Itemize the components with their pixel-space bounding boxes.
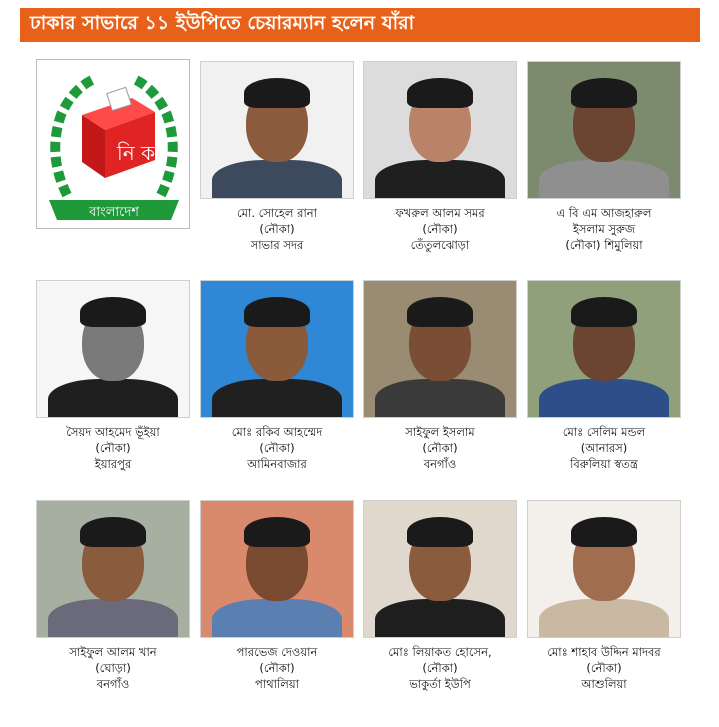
chairman-card [200,500,354,692]
caption [363,644,517,692]
caption-name: মোঃ শাহাব উদ্দিন মাদবর [547,645,661,659]
chairman-card [200,61,354,253]
caption [527,424,681,472]
caption-area: বিরুলিয়া স্বতন্ত্র [570,457,638,471]
chairman-card [527,61,681,253]
portrait-photo [200,61,354,199]
caption-name: মো. সোহেল রানা [236,206,318,220]
caption-name: সৈয়দ আহমেদ ভূঁইয়া [66,425,160,439]
caption-area: ইয়ারপুর [94,457,132,471]
portrait-photo [527,61,681,199]
caption-name: ফখরুল আলম সমর [395,206,485,220]
caption [200,424,354,472]
caption-name: মোঃ সেলিম মন্ডল [562,425,646,439]
portrait-photo [200,280,354,418]
caption-name: সাইফুল ইসলাম [405,425,475,439]
caption [363,205,517,253]
chairman-card [363,280,517,472]
portrait-photo [527,280,681,418]
chairman-card [527,500,681,692]
caption-symbol: (নৌকা) [259,441,295,455]
caption-symbol: (নৌকা) [422,441,458,455]
caption-area: পাথালিয়া [255,677,299,691]
caption-symbol: (নৌকা) [95,441,131,455]
chairman-card [363,500,517,692]
logo-cell [36,59,190,229]
caption-area: ভাকুর্তা ইউপি [409,677,471,691]
caption-area: বনগাঁও [423,457,457,471]
caption-symbol: (নৌকা) [422,222,458,236]
portrait-photo [363,61,517,199]
chairman-card [36,500,190,692]
chairman-card [200,280,354,472]
caption-symbol: (নৌকা) [259,661,295,675]
caption-symbol: (নৌকা) [586,661,622,675]
portrait-photo [36,500,190,638]
caption-name: মোঃ লিয়াকত হোসেন, [388,645,492,659]
caption-symbol: ইসলাম সুরুজ [572,222,636,236]
portrait-photo [363,280,517,418]
caption [527,644,681,692]
portrait-photo [36,280,190,418]
logo-country-text: বাংলাদেশ [89,205,139,220]
caption-area: আশুলিয়া [581,677,627,691]
caption-name: এ বি এম আজহারুল [556,206,652,220]
portrait-photo [200,500,354,638]
caption-name: মোঃ রকিব আহম্মেদ [231,425,323,439]
caption-area: আমিনবাজার [247,457,307,471]
caption [363,424,517,472]
caption-name: সাইফুল আলম খান [69,645,157,659]
caption-area: বনগাঁও [96,677,130,691]
caption-symbol: (নৌকা) [259,222,295,236]
chairman-card [527,280,681,472]
caption [200,644,354,692]
caption-area: তেঁতুলঝোড়া [410,238,470,252]
chairman-card [36,280,190,472]
caption-symbol: (আনারস) [580,441,628,455]
headline-text: ঢাকার সাভারে ১১ ইউপিতে চেয়ারম্যান হলেন যাঁরা [30,12,415,34]
caption [200,205,354,253]
portrait-photo [363,500,517,638]
caption-symbol: (ঘোড়া) [95,661,131,675]
caption [527,205,681,253]
headline-banner [20,8,700,42]
caption [36,644,190,692]
election-commission-logo [36,59,190,229]
portrait-photo [527,500,681,638]
caption-name: পারভেজ দেওয়ান [236,645,318,659]
caption-area: সাভার সদর [250,238,304,252]
caption [36,424,190,472]
logo-box-text: নি ক [117,141,156,165]
chairman-card [363,61,517,253]
ballot-box-icon [37,60,190,229]
caption-area: (নৌকা) শিমুলিয়া [565,238,643,252]
caption-symbol: (নৌকা) [422,661,458,675]
